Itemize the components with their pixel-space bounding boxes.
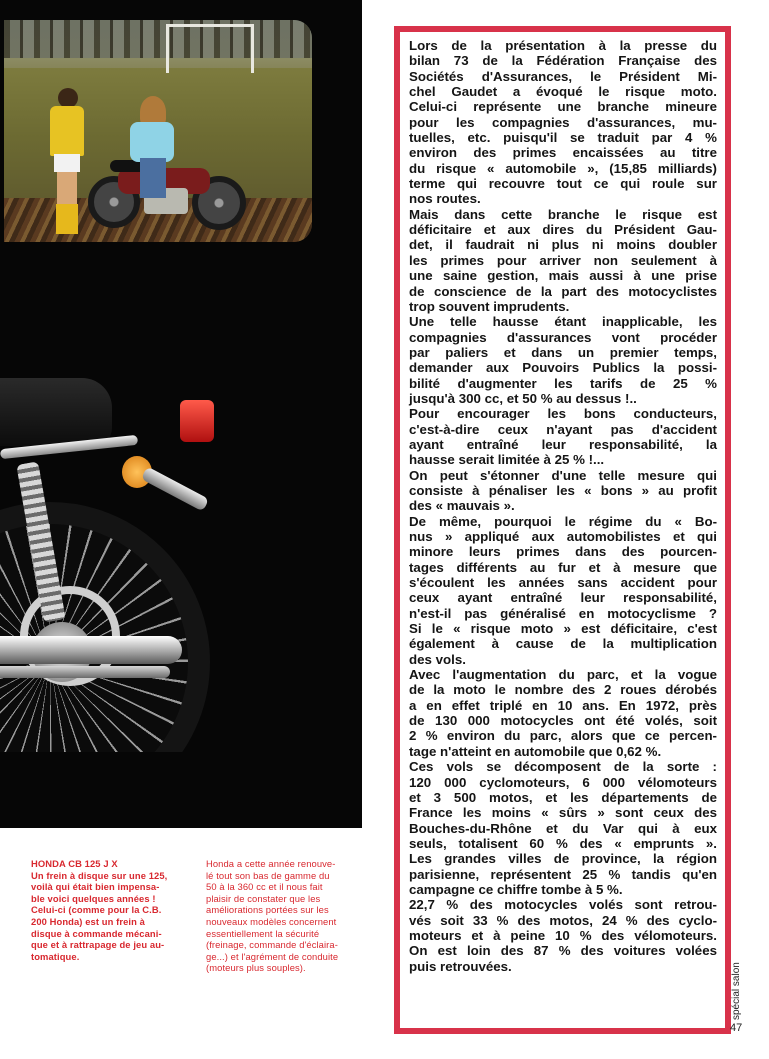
rider-jeans bbox=[140, 158, 166, 198]
article-line: des vols. bbox=[409, 651, 466, 667]
article-line: du risque « automobile », (15,85 milliards) bbox=[409, 160, 717, 176]
article-line: seuls, totalisent 60 % des « emprunts ». bbox=[409, 835, 717, 851]
caption-line: essentiellement la sécurité bbox=[206, 927, 320, 939]
article-line: Sociétés d'Assurances, le Président Mi- bbox=[409, 68, 717, 84]
caption-line: ge...) et l'agrément de conduite bbox=[206, 950, 339, 962]
article-line: Une telle hausse étant inapplicable, les bbox=[409, 314, 717, 330]
article-line: n'est-il pas généralisé en motocyclisme ? bbox=[409, 605, 717, 621]
exhaust-pipe-lower bbox=[0, 666, 170, 678]
caption-line: ble voici quelques années ! bbox=[31, 892, 156, 904]
photo-goal-post bbox=[166, 24, 254, 73]
article-line: Avec l'augmentation du parc, et la vogue bbox=[409, 667, 717, 683]
caption-line: que et à rattrapage de jeu au- bbox=[31, 939, 165, 951]
caption-honda-range bbox=[206, 858, 358, 974]
article-line: de conscience de la part des motocyclistes bbox=[409, 283, 717, 299]
article-line: des « mauvais ». bbox=[409, 498, 515, 514]
article-line: det, il faudrait ni plus ni moins doubler bbox=[409, 237, 717, 253]
caption-line: 50 à la 360 cc et il nous fait bbox=[206, 881, 323, 893]
article-line: ayant entraîné leur responsabilité, la bbox=[409, 436, 717, 452]
photo-panel bbox=[0, 0, 362, 828]
caption-line: Honda a cette année renouve- bbox=[206, 858, 336, 869]
article-line: moteurs et à peine 10 % des vélomoteurs. bbox=[409, 927, 717, 943]
article-line: a en effet triplé en 10 ans. En 1972, près bbox=[409, 697, 717, 713]
article-line: tages différents au fur et à mesure que bbox=[409, 559, 717, 575]
moto-seat-closeup bbox=[0, 378, 112, 446]
article-line: nus » appliqué aux automobilistes et qui bbox=[409, 529, 717, 544]
article-box bbox=[394, 26, 731, 1034]
article-line: également à cause de la multiplication bbox=[409, 636, 717, 652]
article-line: demander aux Pouvoirs Publics la possi- bbox=[409, 360, 717, 376]
article-line: tage n'atteint en automobile que 0,62 %. bbox=[409, 743, 662, 759]
article-line: les primes pour arriver non seulement à bbox=[409, 252, 717, 268]
photo-rider bbox=[130, 96, 176, 200]
rider-jacket bbox=[130, 122, 174, 162]
article-line: vés soit 33 % des motos, 24 % des cyclo- bbox=[409, 912, 717, 928]
caption-line: tomatique. bbox=[31, 950, 80, 962]
article-line: 22,7 % des motocycles volés sont retrou- bbox=[409, 897, 717, 913]
article-line: compagnies d'assurances vont procéder bbox=[409, 329, 717, 345]
player-socks bbox=[56, 204, 78, 234]
article-line: Mais dans cette branche le risque est bbox=[409, 206, 717, 222]
page-number: 47 bbox=[730, 1022, 743, 1034]
article-line: Bouches-du-Rhône et du Var qui à eux bbox=[409, 820, 717, 836]
caption-line: (moteurs plus souples). bbox=[206, 962, 306, 974]
article-line: De même, pourquoi le régime du « Bo- bbox=[409, 513, 717, 529]
player-shorts bbox=[54, 154, 80, 172]
article-line: consiste à pénaliser les « bons » au profit bbox=[409, 482, 717, 498]
caption-line: lé tout son bas de gamme du bbox=[206, 869, 330, 881]
bottom-photo bbox=[0, 372, 225, 752]
article-line: bilan 73 de la Fédération Française des bbox=[409, 53, 717, 69]
article-line: c'est-à-dire ceux n'ayant pas d'accident bbox=[409, 421, 717, 437]
top-photo bbox=[4, 20, 312, 242]
caption-line: Un frein à disque sur une 125, bbox=[31, 869, 168, 881]
article-line: puis retrouvées. bbox=[409, 958, 512, 974]
exhaust-pipe bbox=[0, 636, 182, 664]
caption-line: 200 Honda) est un frein à bbox=[31, 915, 145, 927]
article-line: On peut s'étonner d'une telle mesure qui bbox=[409, 467, 717, 483]
caption-line: plaisir de constater que les bbox=[206, 892, 321, 904]
photo-football-player bbox=[50, 88, 84, 238]
article-line: Pour encourager les bons conducteurs, bbox=[409, 406, 717, 422]
player-head bbox=[58, 88, 78, 108]
article-line: par paliers et dans un premier temps, bbox=[409, 344, 717, 360]
caption-line: disque à commande mécani- bbox=[31, 927, 162, 939]
article-line: France les moins « sûrs » sont ceux des bbox=[409, 805, 717, 821]
caption-line: Celui-ci (comme pour la C.B. bbox=[31, 904, 162, 916]
caption-honda-cb125 bbox=[31, 858, 186, 962]
article-line: parisienne, représentent 25 % tandis qu'en bbox=[409, 866, 717, 882]
article-line: pour les compagnies d'assurances, mu- bbox=[409, 114, 717, 130]
plate-bracket bbox=[141, 466, 209, 511]
article-line: Celui-ci représente une branche mineure bbox=[409, 99, 717, 115]
article-line: jusqu'à 300 cc, et 50 % au dessus !.. bbox=[409, 390, 637, 406]
article-line: trop souvent imprudents. bbox=[409, 298, 570, 314]
player-shirt bbox=[50, 106, 84, 156]
article-line: 120 000 cyclomoteurs, 6 000 vélomoteurs bbox=[409, 774, 717, 790]
article-line: bilité d'augmenter les tarifs de 25 % bbox=[409, 375, 717, 391]
article-line: s'écoulent les années sans accident pour bbox=[409, 575, 717, 591]
article-line: de la moto le nombre des 2 roues dérobés bbox=[409, 682, 717, 698]
article-body bbox=[409, 38, 717, 974]
article-line: de 130 000 motocycles ont été volés, soit bbox=[409, 713, 717, 729]
article-line: et 3 500 motos, et les départements de bbox=[409, 789, 717, 805]
article-line: ceux ayant entraîné leur responsabilité, bbox=[409, 590, 717, 606]
article-line: une saine gestion, mais aussi à une prise bbox=[409, 268, 717, 284]
caption-line: améliorations portées sur les bbox=[206, 904, 329, 916]
article-line: minore leurs primes dans des pourcen- bbox=[409, 544, 717, 560]
article-line: nos routes. bbox=[409, 191, 481, 207]
article-line: tuelles, etc. puisqu'il se traduit par 4 % bbox=[409, 130, 717, 146]
article-line: 2 % environ du parc, alors que ce percen- bbox=[409, 728, 717, 744]
article-line: chel Gaudet a évoqué le risque moto. bbox=[409, 84, 717, 100]
article-line: terme qui recouvre tout ce qui roule sur bbox=[409, 176, 717, 192]
article-line: hausse serait limitée à 25 % !... bbox=[409, 452, 605, 468]
caption-line: (freinage, commande d'éclaira- bbox=[206, 939, 338, 951]
caption-title: HONDA CB 125 J X bbox=[31, 858, 118, 869]
article-line: Les grandes villes de province, la région bbox=[409, 851, 717, 867]
article-line: Ces vols se décomposent de la sorte : bbox=[409, 759, 717, 775]
article-line: environ des primes encaissées au titre bbox=[409, 145, 717, 161]
article-line: Lors de la présentation à la presse du bbox=[409, 38, 717, 53]
article-line: déficitaire et aux dires du Président Gau- bbox=[409, 222, 717, 238]
article-line: On est loin des 87 % des voitures volées bbox=[409, 943, 717, 959]
section-label: spécial salon bbox=[731, 962, 742, 1020]
photo-trees bbox=[4, 20, 312, 58]
tail-light bbox=[180, 400, 214, 442]
caption-line: voilà qui était bien impensa- bbox=[31, 881, 160, 893]
caption-line: nouveaux modèles concernent bbox=[206, 915, 337, 927]
article-line: campagne ce chiffre tombe à 5 %. bbox=[409, 881, 623, 897]
article-line: Si le « risque moto » est déficitaire, c'est bbox=[409, 621, 717, 637]
